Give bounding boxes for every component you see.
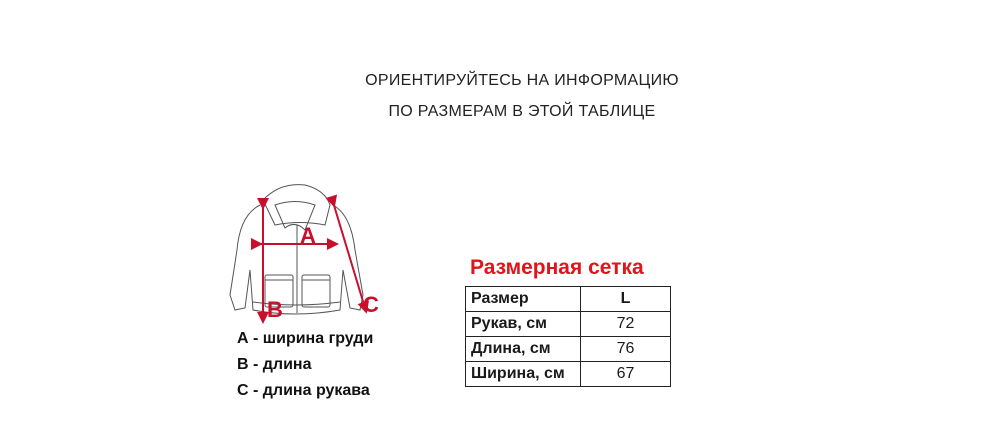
label-b: B <box>267 297 283 322</box>
table-row <box>466 362 671 387</box>
heading-line-1: ОРИЕНТИРУЙТЕСЬ НА ИНФОРМАЦИЮ <box>365 72 679 89</box>
row-value-cell: 76 <box>581 337 671 362</box>
row-label-cell: Ширина, см <box>466 362 581 387</box>
sleeve-length-arrow <box>333 202 365 308</box>
size-chart-title: Размерная сетка <box>470 256 644 279</box>
header-size-cell: L <box>581 287 671 312</box>
jacket-diagram <box>205 180 395 330</box>
table-header-row <box>466 287 671 312</box>
header-label-cell: Размер <box>466 287 581 312</box>
label-c: C <box>363 292 379 317</box>
row-value-cell: 67 <box>581 362 671 387</box>
legend-length: В - длина <box>237 356 312 373</box>
legend-sleeve-length: С - длина рукава <box>237 382 370 399</box>
row-label-cell: Длина, см <box>466 337 581 362</box>
heading-line-2: ПО РАЗМЕРАМ В ЭТОЙ ТАБЛИЦЕ <box>388 103 656 120</box>
row-value-cell: 72 <box>581 312 671 337</box>
table-row <box>466 312 671 337</box>
label-a: A <box>300 223 316 248</box>
legend-chest-width: А - ширина груди <box>237 330 374 347</box>
size-table <box>465 286 671 387</box>
table-row <box>466 337 671 362</box>
row-label-cell: Рукав, см <box>466 312 581 337</box>
